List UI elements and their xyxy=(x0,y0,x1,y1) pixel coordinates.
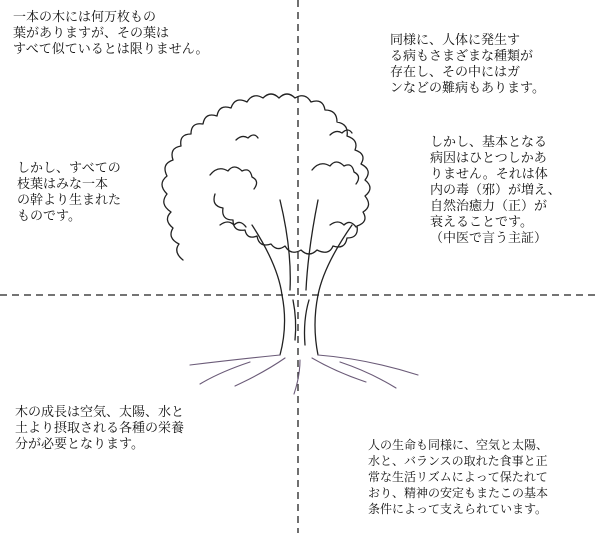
tree-canopy xyxy=(162,94,370,260)
note-human-life-balance: 人の生命も同様に、空気と太陽、 水と、バランスの取れた食事と正 常な生活リズムによって保たれて おり、精神の安定もまたこの基本 条件によって支えられています。 xyxy=(368,438,549,516)
note-leaves-differ: 一本の木には何万枚もの 葉がありますが、その葉は すべて似ているとは限りません。 xyxy=(13,10,209,57)
note-diseases-vary: 同様に、人体に発生す る病もさまざまな種類が 存在し、その中にはガ ンなどの難病もあります。 xyxy=(390,33,545,96)
tree-trunk xyxy=(252,200,352,355)
tree-roots xyxy=(190,355,418,394)
note-single-trunk: しかし、すべての 枝葉はみな一本 の幹より生まれた ものです。 xyxy=(17,161,122,224)
note-root-cause: しかし、基本となる 病因はひとつしかあ りません。それは体 内の毒（邪）が増え、 自然治癒力（正）が 衰えることです。 （中医で言う主証） xyxy=(430,135,561,246)
note-tree-nutrients: 木の成長は空気、太陽、水と 土より摂取される各種の栄養 分が必要となります。 xyxy=(15,405,185,452)
